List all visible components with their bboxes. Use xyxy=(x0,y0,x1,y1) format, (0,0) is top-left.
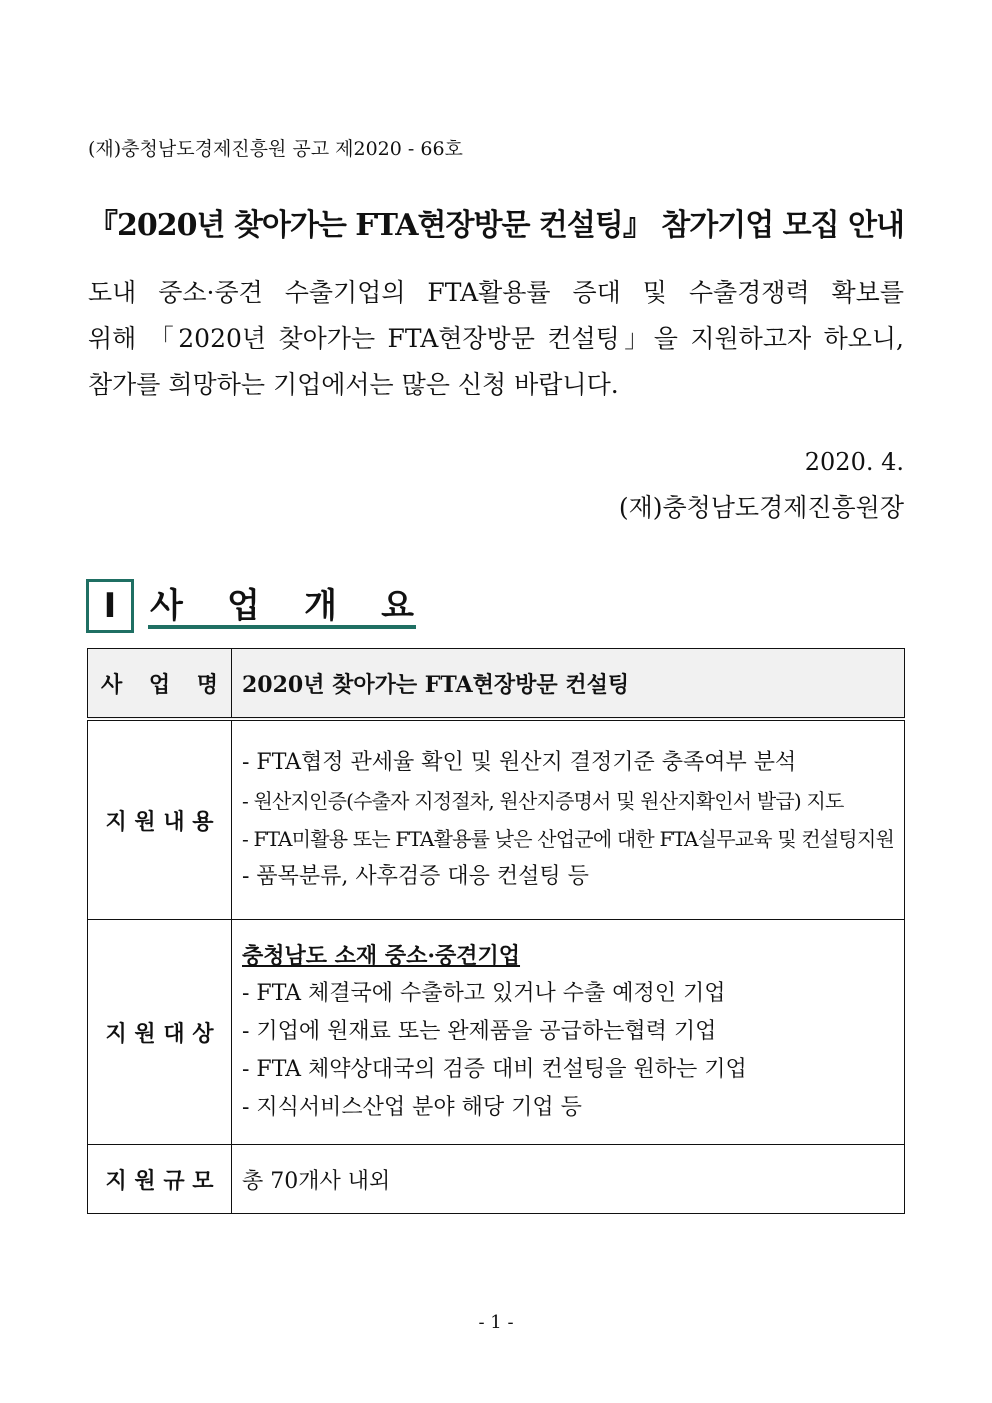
business-name-cell xyxy=(232,649,905,720)
section-number: Ⅰ xyxy=(86,579,134,633)
row-label-support-content: 지 원 내 용 xyxy=(88,719,232,920)
row-label-support-target: 지 원 대 상 xyxy=(88,920,232,1145)
list-item: - FTA 체약상대국의 검증 대비 컨설팅을 원하는 기업 xyxy=(242,1057,747,1082)
support-scale-value: 총 70개사 내외 xyxy=(242,1168,391,1194)
intro-line: 위해 「2020년 찾아가는 FTA현장방문 컨설팅」을 지원하고자 하오니, xyxy=(88,324,904,353)
announcement-date: 2020. 4. xyxy=(804,448,904,476)
table-row xyxy=(88,920,905,1145)
section-title-char: 사 xyxy=(150,585,183,626)
label-char: 명 xyxy=(196,672,218,698)
list-item: - 지식서비스산업 분야 해당 기업 등 xyxy=(242,1095,582,1120)
section-title-char: 개 xyxy=(304,585,337,626)
list-item: - FTA미활용 또는 FTA활용률 낮은 산업군에 대한 FTA실무교육 및 컨설팅지원 xyxy=(242,827,894,851)
row-label-business-name xyxy=(88,649,232,720)
list-item: - FTA협정 관세율 확인 및 원산지 결정기준 충족여부 분석 xyxy=(242,750,797,775)
list-item: - 품목분류, 사후검증 대응 컨설팅 등 xyxy=(242,864,589,889)
intro-line: 도내 중소·중견 수출기업의 FTA활용률 증대 및 수출경쟁력 확보를 xyxy=(88,278,904,307)
intro-paragraph xyxy=(88,270,904,408)
notice-number: (재)충청남도경제진흥원 공고 제2020 - 66호 xyxy=(88,138,463,160)
support-content-cell xyxy=(232,719,905,920)
table-row xyxy=(88,719,905,920)
list-item: - 원산지인증(수출자 지정절차, 원산지증명서 및 원산지확인서 발급) 지도 xyxy=(242,789,844,813)
label-char: 업 xyxy=(148,672,171,698)
page-number: - 1 - xyxy=(478,1312,514,1333)
issuer-name: (재)충청남도경제진흥원장 xyxy=(618,493,904,522)
target-heading: 충청남도 소재 중소·중견기업 xyxy=(242,943,521,969)
section-title-char: 업 xyxy=(227,585,260,626)
document-title: 『2020년 찾아가는 FTA현장방문 컨설팅』 참가기업 모집 안내 xyxy=(88,208,905,243)
overview-table xyxy=(87,648,905,1214)
business-name-value: 2020년 찾아가는 FTA현장방문 컨설팅 xyxy=(242,671,630,698)
table-row xyxy=(88,1145,905,1214)
list-item: - FTA 체결국에 수출하고 있거나 수출 예정인 기업 xyxy=(242,981,726,1006)
row-label-support-scale: 지 원 규 모 xyxy=(88,1145,232,1214)
table-row xyxy=(88,649,905,720)
intro-line: 참가를 희망하는 기업에서는 많은 신청 바랍니다. xyxy=(88,370,619,399)
support-scale-cell xyxy=(232,1145,905,1214)
section-title xyxy=(148,579,416,629)
section-title-char: 요 xyxy=(381,585,414,626)
list-item: - 기업에 원재료 또는 완제품을 공급하는협력 기업 xyxy=(242,1019,717,1044)
label-char: 사 xyxy=(101,672,123,698)
support-target-cell xyxy=(232,920,905,1145)
